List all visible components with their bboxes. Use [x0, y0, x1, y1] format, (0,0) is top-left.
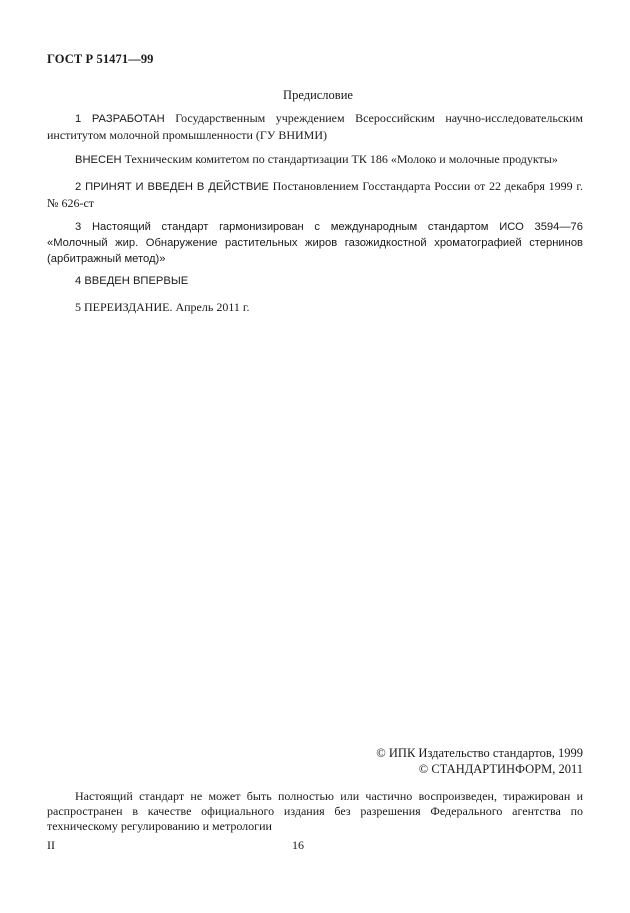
- page-number: 16: [292, 838, 304, 852]
- item-developed: [47, 110, 583, 143]
- copyright-line: © СТАНДАРТИНФОРМ, 2011: [418, 762, 583, 776]
- item-text: Государственным учреждением Всероссийским научно-исследовательским институтом молочной промышленности (ГУ ВНИМИ): [47, 111, 583, 142]
- section-title: Предисловие: [283, 88, 353, 102]
- item-text: Настоящий стандарт гармонизирован с международным стандартом ИСО 3594—76 «Молочный жир. Обнаружение растительных жиров газожидкостной хроматографией стернинов (арбитражный метод)»: [47, 221, 583, 265]
- item-first-introduced: [47, 272, 583, 289]
- standard-code: ГОСТ Р 51471—99: [47, 52, 154, 66]
- item-text: Апрель 2011 г.: [172, 300, 250, 314]
- reproduction-notice: [47, 789, 583, 834]
- item-introduced: [47, 151, 583, 168]
- item-lead: 1 РАЗРАБОТАН: [75, 113, 165, 125]
- item-adopted: [47, 178, 583, 211]
- copyright-line: © ИПК Издательство стандартов, 1999: [376, 746, 583, 760]
- item-lead: 5 ПЕРЕИЗДАНИЕ.: [75, 300, 173, 314]
- item-lead: 3: [75, 221, 82, 233]
- item-text: Техническим комитетом по стандартизации ТК 186 «Молоко и молочные продукты»: [121, 152, 558, 166]
- item-lead: ВНЕСЕН: [75, 154, 122, 166]
- item-harmonized: [47, 219, 583, 267]
- roman-page-number: II: [47, 838, 55, 852]
- item-lead: 2 ПРИНЯТ И ВВЕДЕН В ДЕЙСТВИЕ: [75, 181, 269, 193]
- item-text: Постановлением Госстандарта России от 22 декабря 1999 г. № 626-ст: [47, 179, 583, 210]
- item-reissue: [47, 299, 583, 315]
- notice-text: Настоящий стандарт не может быть полностью или частично воспроизведен, тиражирован и распространен в качестве официального издания без разрешения Федерального агентства по техническому регулированию и метрологии: [47, 789, 583, 833]
- item-lead: 4 ВВЕДЕН ВПЕРВЫЕ: [75, 275, 189, 287]
